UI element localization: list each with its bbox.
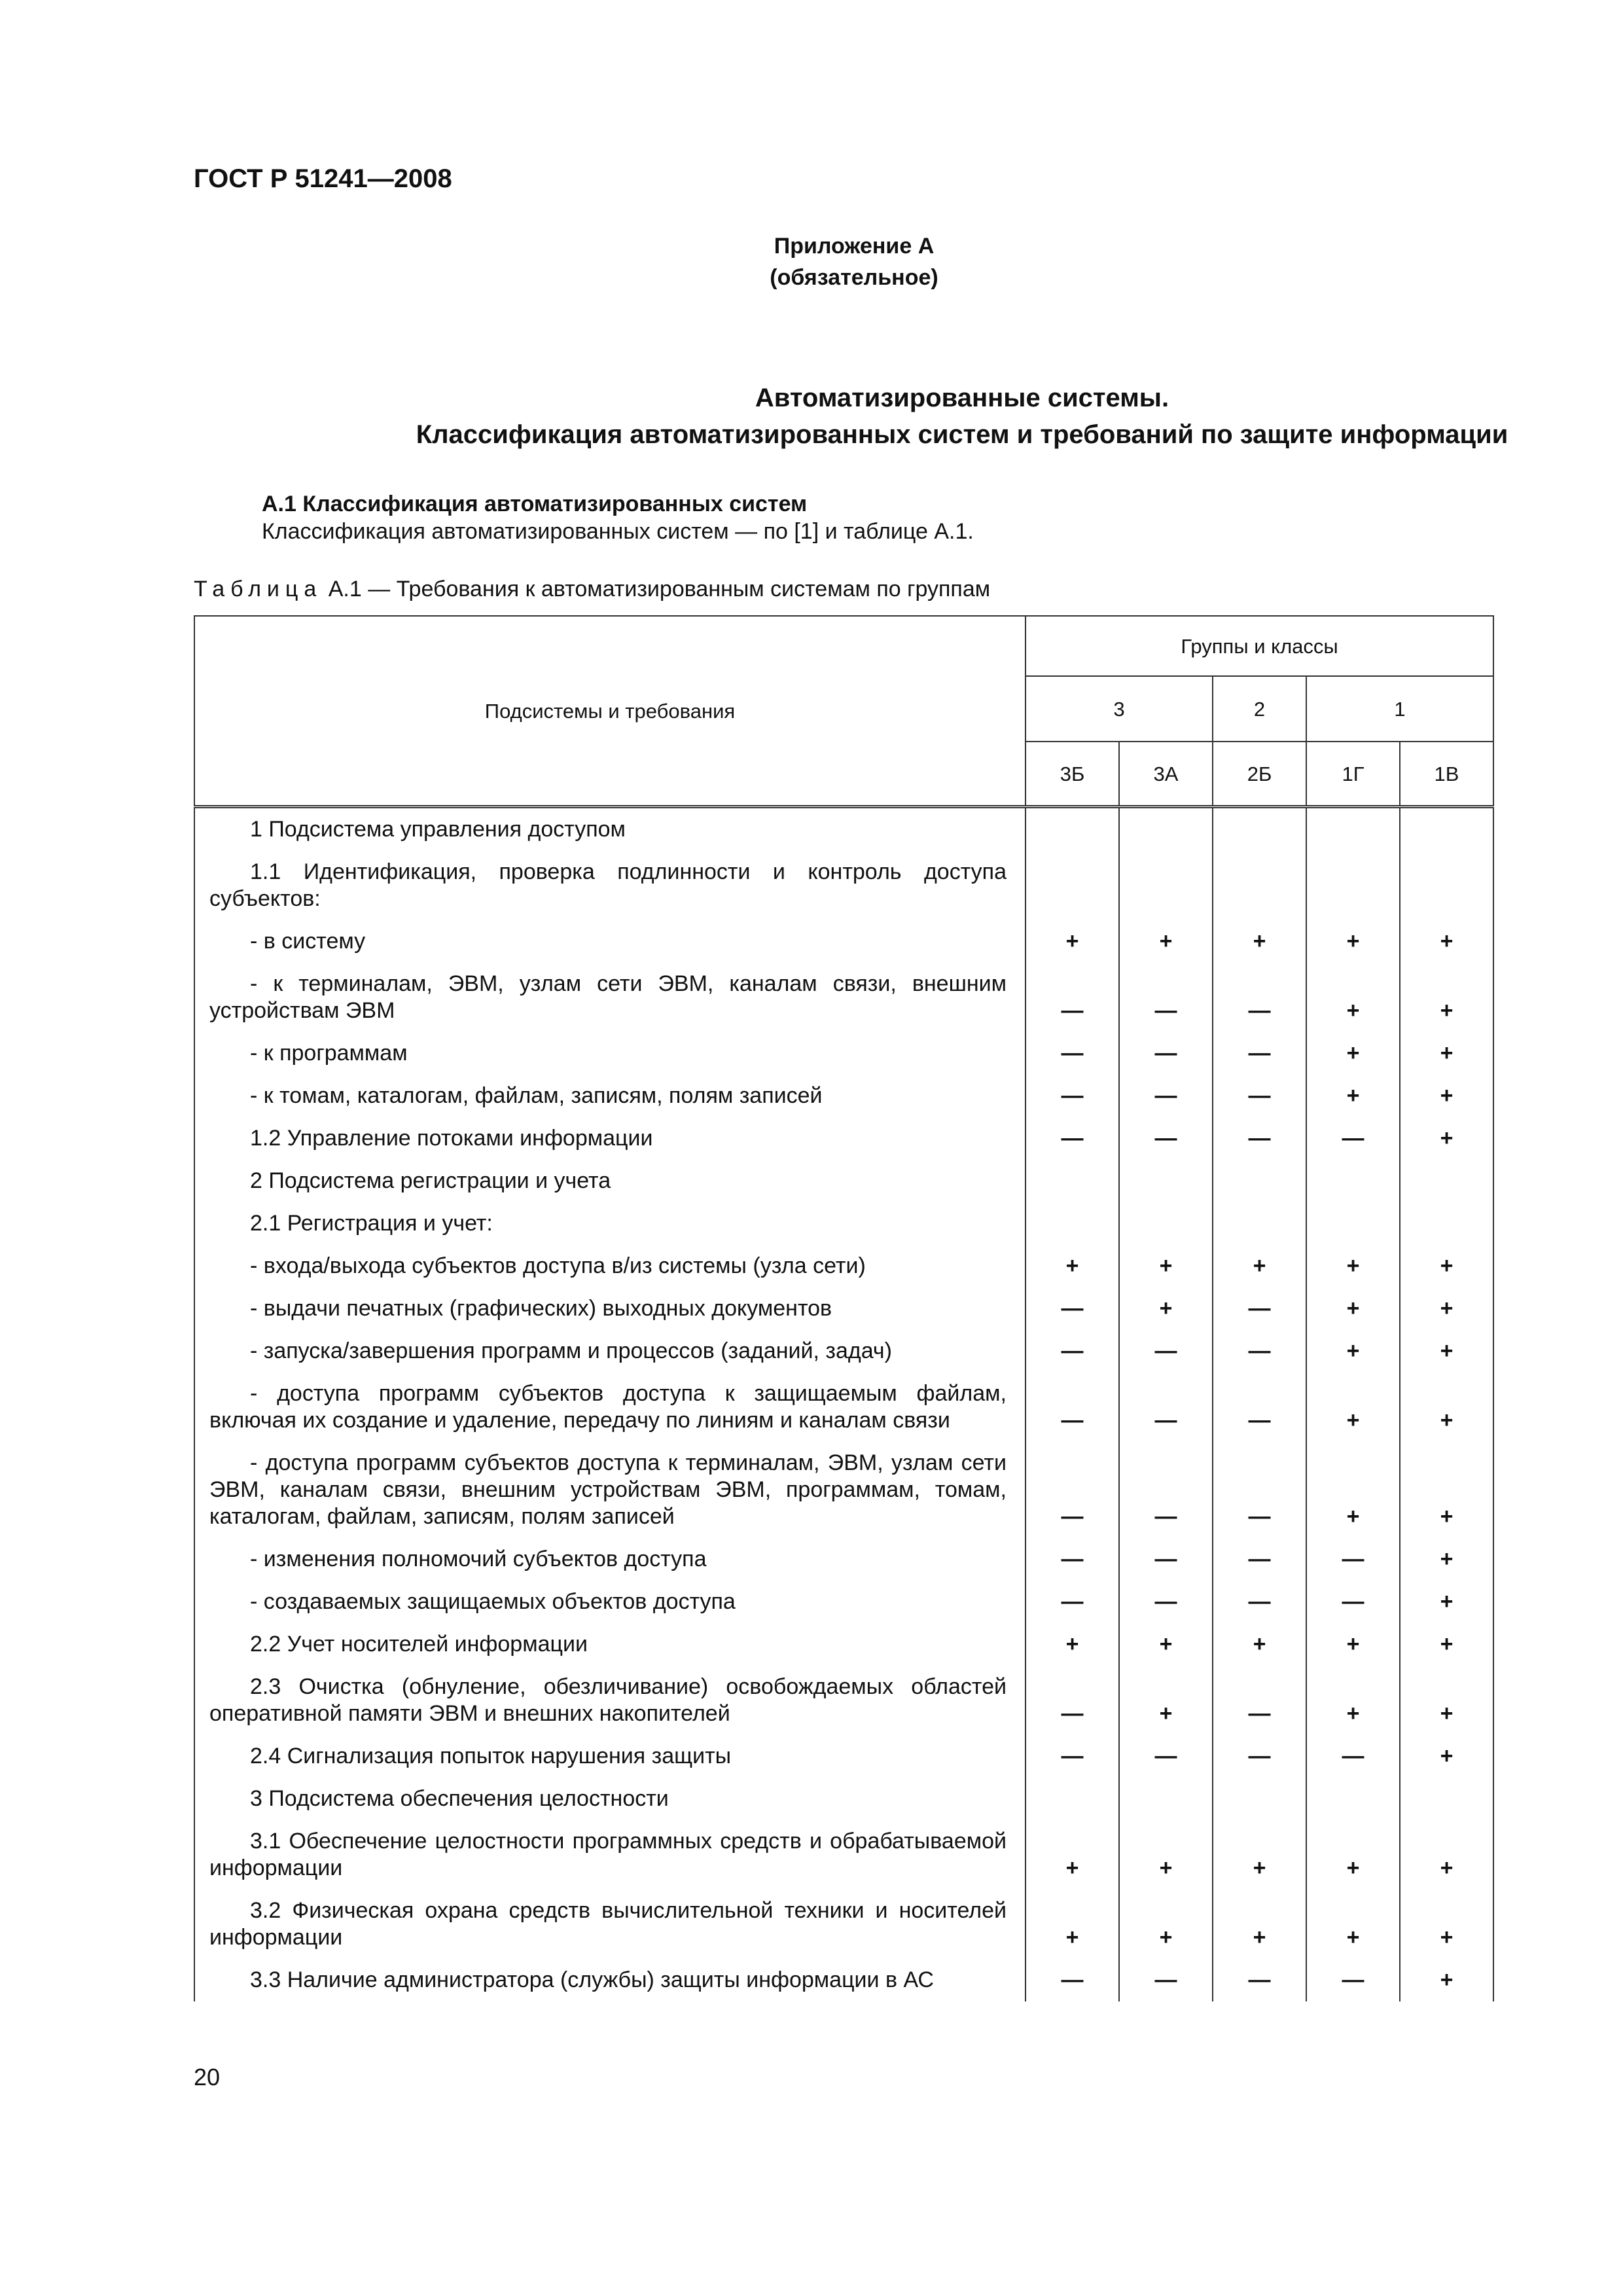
requirement-value-2b (1213, 1778, 1306, 1820)
requirement-value-1v (1400, 1778, 1493, 1820)
requirement-value-3b (1026, 851, 1119, 920)
requirement-cell (194, 963, 1026, 1032)
requirement-value-1v: + (1400, 1075, 1493, 1117)
requirement-value-3a: + (1119, 1820, 1213, 1890)
requirement-value-2b: — (1213, 1735, 1306, 1778)
requirement-value-1g: + (1306, 1245, 1400, 1287)
requirement-value-1g: + (1306, 1623, 1400, 1666)
requirement-text: 2.1 Регистрация и учет: (250, 1211, 493, 1236)
requirement-cell (194, 1032, 1026, 1075)
table-row (194, 1778, 1493, 1820)
requirement-cell (194, 920, 1026, 963)
requirement-value-2b (1213, 851, 1306, 920)
requirement-value-1g: + (1306, 1075, 1400, 1117)
table-body (194, 807, 1493, 2002)
main-title-line-2: Классификация автоматизированных систем и требований по защите информации (416, 420, 1508, 449)
requirement-value-1v (1400, 851, 1493, 920)
table-row (194, 1735, 1493, 1778)
requirement-value-3a: — (1119, 1117, 1213, 1160)
requirement-cell (194, 851, 1026, 920)
requirements-table (194, 615, 1494, 2001)
requirement-text: 2 Подсистема регистрации и учета (250, 1168, 611, 1193)
requirement-text: - создаваемых защищаемых объектов доступа (250, 1589, 736, 1614)
table-row (194, 851, 1493, 920)
appendix-title: Приложение А (774, 234, 935, 259)
requirement-value-2b (1213, 1160, 1306, 1202)
table-row (194, 1117, 1493, 1160)
requirement-value-3b: — (1026, 1075, 1119, 1117)
requirement-text: - запуска/завершения программ и процессов (заданий, задач) (250, 1338, 892, 1363)
requirement-value-2b: — (1213, 1075, 1306, 1117)
requirement-value-1g: + (1306, 1330, 1400, 1372)
requirement-value-3a (1119, 807, 1213, 852)
header-group-2: 2 (1213, 676, 1306, 742)
requirement-value-2b: — (1213, 1372, 1306, 1442)
requirement-value-2b: — (1213, 963, 1306, 1032)
requirement-value-3a (1119, 851, 1213, 920)
requirement-value-1g: + (1306, 1032, 1400, 1075)
requirement-value-3b: — (1026, 1959, 1119, 2001)
table-row (194, 1581, 1493, 1623)
requirement-value-1v: + (1400, 1245, 1493, 1287)
table-row (194, 963, 1493, 1032)
requirement-cell (194, 1623, 1026, 1666)
requirement-cell (194, 1890, 1026, 1959)
header-class-3b: 3Б (1026, 742, 1119, 807)
requirement-value-3a: — (1119, 1075, 1213, 1117)
requirement-value-1v: + (1400, 920, 1493, 963)
requirement-value-3b: + (1026, 1820, 1119, 1890)
requirement-value-3a: — (1119, 1735, 1213, 1778)
requirement-cell (194, 1330, 1026, 1372)
requirement-cell (194, 1778, 1026, 1820)
requirement-text: 3 Подсистема обеспечения целостности (250, 1786, 669, 1811)
requirement-value-1v: + (1400, 1623, 1493, 1666)
requirement-value-2b: — (1213, 1666, 1306, 1735)
requirement-cell (194, 1581, 1026, 1623)
requirement-value-1g: — (1306, 1581, 1400, 1623)
requirement-value-3b: — (1026, 1032, 1119, 1075)
requirement-value-3b (1026, 1778, 1119, 1820)
requirement-value-3a: — (1119, 963, 1213, 1032)
requirement-value-2b: — (1213, 1538, 1306, 1581)
requirement-value-2b: + (1213, 920, 1306, 963)
document-code: ГОСТ Р 51241—2008 (194, 164, 452, 193)
requirement-value-1g (1306, 1160, 1400, 1202)
table-row (194, 807, 1493, 852)
header-class-3a: 3А (1119, 742, 1213, 807)
requirement-value-1g: + (1306, 1442, 1400, 1538)
requirement-cell (194, 1245, 1026, 1287)
page-number: 20 (194, 2064, 221, 2090)
requirement-text: - к терминалам, ЭВМ, узлам сети ЭВМ, каналам связи, внешним устройствам ЭВМ (209, 971, 1007, 1023)
requirement-value-3a (1119, 1160, 1213, 1202)
requirement-value-1g (1306, 851, 1400, 920)
requirement-value-3a: — (1119, 1442, 1213, 1538)
requirement-text: - доступа программ субъектов доступа к терминалам, ЭВМ, узлам сети ЭВМ, каналам связи, внешним устройствам ЭВМ, программам, томам, каталогам, файлам, записям, полям записей (209, 1450, 1007, 1529)
requirement-value-3a: + (1119, 1623, 1213, 1666)
requirement-cell (194, 807, 1026, 852)
requirement-value-1g (1306, 1202, 1400, 1245)
table-row (194, 920, 1493, 963)
table-caption (194, 575, 990, 603)
requirement-value-3b: + (1026, 1890, 1119, 1959)
requirement-value-1g: + (1306, 1890, 1400, 1959)
requirement-value-1v: + (1400, 1287, 1493, 1330)
requirement-cell (194, 1959, 1026, 2001)
requirement-value-3a: — (1119, 1581, 1213, 1623)
table-caption-label: Таблица (194, 577, 323, 601)
main-title (196, 380, 1623, 453)
table-caption-text: А.1 — Требования к автоматизированным системам по группам (322, 577, 991, 601)
requirement-value-3a: + (1119, 1666, 1213, 1735)
requirement-value-1g: — (1306, 1538, 1400, 1581)
header-class-1g: 1Г (1306, 742, 1400, 807)
requirement-value-2b: — (1213, 1442, 1306, 1538)
requirement-value-2b: — (1213, 1959, 1306, 2001)
requirement-value-3a: — (1119, 1032, 1213, 1075)
requirement-value-3b: — (1026, 1330, 1119, 1372)
requirement-value-3a: — (1119, 1538, 1213, 1581)
requirement-value-3a: — (1119, 1330, 1213, 1372)
requirement-text: - изменения полномочий субъектов доступа (250, 1547, 707, 1571)
requirement-value-2b: — (1213, 1117, 1306, 1160)
requirement-value-1g: — (1306, 1959, 1400, 2001)
requirement-cell (194, 1117, 1026, 1160)
requirement-value-3b: — (1026, 1581, 1119, 1623)
requirement-text: - к томам, каталогам, файлам, записям, полям записей (250, 1083, 823, 1108)
requirement-value-2b: + (1213, 1890, 1306, 1959)
table-row (194, 1245, 1493, 1287)
table-row (194, 1330, 1493, 1372)
requirement-cell (194, 1202, 1026, 1245)
requirement-text: 2.4 Сигнализация попыток нарушения защиты (250, 1744, 732, 1768)
requirement-value-3b (1026, 1202, 1119, 1245)
requirement-value-2b (1213, 1202, 1306, 1245)
requirement-value-1v: + (1400, 1538, 1493, 1581)
requirement-value-1v (1400, 807, 1493, 852)
requirement-value-3b (1026, 807, 1119, 852)
requirement-value-1v: + (1400, 1959, 1493, 2001)
requirement-text: 1.1 Идентификация, проверка подлинности и контроль доступа субъектов: (209, 859, 1007, 911)
requirement-value-3b: — (1026, 1372, 1119, 1442)
table-row (194, 1032, 1493, 1075)
header-requirements: Подсистемы и требования (194, 616, 1026, 807)
requirement-cell (194, 1735, 1026, 1778)
requirement-value-3b: — (1026, 963, 1119, 1032)
requirement-value-2b: + (1213, 1623, 1306, 1666)
requirement-text: - выдачи печатных (графических) выходных документов (250, 1296, 832, 1321)
appendix-heading (654, 230, 1054, 293)
requirement-value-1v (1400, 1202, 1493, 1245)
requirement-cell (194, 1442, 1026, 1538)
table-row (194, 1372, 1493, 1442)
requirement-value-2b: + (1213, 1245, 1306, 1287)
table-row (194, 1623, 1493, 1666)
requirement-value-2b: — (1213, 1287, 1306, 1330)
header-group-3: 3 (1026, 676, 1213, 742)
requirement-value-1g: + (1306, 1287, 1400, 1330)
requirement-value-1g: — (1306, 1735, 1400, 1778)
requirement-value-1v: + (1400, 963, 1493, 1032)
requirement-value-2b (1213, 807, 1306, 852)
requirement-value-3b: — (1026, 1666, 1119, 1735)
table-header (194, 616, 1493, 807)
requirement-value-2b: — (1213, 1330, 1306, 1372)
requirement-value-3b (1026, 1160, 1119, 1202)
requirement-value-1g (1306, 1778, 1400, 1820)
requirement-value-3b: — (1026, 1735, 1119, 1778)
header-class-1v: 1В (1400, 742, 1493, 807)
requirement-value-1g: + (1306, 963, 1400, 1032)
requirement-value-3b: — (1026, 1287, 1119, 1330)
header-group-1: 1 (1306, 676, 1493, 742)
requirement-value-1g: + (1306, 1372, 1400, 1442)
requirement-cell (194, 1538, 1026, 1581)
table-row (194, 1442, 1493, 1538)
requirement-cell (194, 1820, 1026, 1890)
header-groups-classes: Группы и классы (1026, 616, 1493, 676)
requirement-cell (194, 1287, 1026, 1330)
requirement-value-1g: — (1306, 1117, 1400, 1160)
main-title-line-1: Автоматизированные системы. (755, 384, 1169, 412)
requirement-text: - к программам (250, 1041, 408, 1066)
requirement-value-3b: + (1026, 920, 1119, 963)
requirement-value-3b: + (1026, 1623, 1119, 1666)
table-row (194, 1820, 1493, 1890)
requirement-text: 3.3 Наличие администратора (службы) защиты информации в АС (250, 1967, 934, 1992)
table-row (194, 1890, 1493, 1959)
requirements-table-wrapper (194, 615, 1493, 2037)
requirement-value-1v: + (1400, 1117, 1493, 1160)
requirement-value-3a (1119, 1778, 1213, 1820)
requirement-cell (194, 1372, 1026, 1442)
requirement-value-3b: + (1026, 1245, 1119, 1287)
requirement-value-3a: + (1119, 920, 1213, 963)
requirement-value-1g: + (1306, 1820, 1400, 1890)
section-heading: А.1 Классификация автоматизированных систем (262, 492, 808, 516)
requirement-cell (194, 1160, 1026, 1202)
requirement-text: 3.2 Физическая охрана средств вычислительной техники и носителей информации (209, 1898, 1007, 1950)
requirement-text: 1.2 Управление потоками информации (250, 1126, 653, 1151)
table-row (194, 1287, 1493, 1330)
requirement-value-1v: + (1400, 1032, 1493, 1075)
requirement-text: - входа/выхода субъектов доступа в/из системы (узла сети) (250, 1253, 866, 1278)
requirement-text: - в систему (250, 929, 366, 954)
requirement-value-3a: — (1119, 1372, 1213, 1442)
requirement-value-1v (1400, 1160, 1493, 1202)
table-row (194, 1075, 1493, 1117)
requirement-value-2b: + (1213, 1820, 1306, 1890)
table-row (194, 1160, 1493, 1202)
requirement-value-1v: + (1400, 1372, 1493, 1442)
table-row (194, 1538, 1493, 1581)
requirement-text: 1 Подсистема управления доступом (250, 817, 626, 842)
section-text: Классификация автоматизированных систем — по [1] и таблице А.1. (262, 519, 974, 544)
requirement-text: 2.3 Очистка (обнуление, обезличивание) освобождаемых областей оперативной памяти ЭВМ и внешних накопителей (209, 1674, 1007, 1726)
requirement-value-3b: — (1026, 1442, 1119, 1538)
requirement-cell (194, 1075, 1026, 1117)
requirement-value-3a: + (1119, 1890, 1213, 1959)
requirement-cell (194, 1666, 1026, 1735)
requirement-value-1g: + (1306, 1666, 1400, 1735)
table-row (194, 1959, 1493, 2001)
requirement-value-3b: — (1026, 1117, 1119, 1160)
requirement-value-1v: + (1400, 1820, 1493, 1890)
requirement-text: - доступа программ субъектов доступа к защищаемым файлам, включая их создание и удаление, передачу по линиям и каналам связи (209, 1381, 1007, 1433)
table-row (194, 1666, 1493, 1735)
requirement-value-2b: — (1213, 1581, 1306, 1623)
requirement-value-1g (1306, 807, 1400, 852)
requirement-value-3a: + (1119, 1287, 1213, 1330)
requirement-text: 3.1 Обеспечение целостности программных средств и обрабатываемой информации (209, 1829, 1007, 1880)
requirement-value-1v: + (1400, 1666, 1493, 1735)
requirement-value-1v: + (1400, 1330, 1493, 1372)
requirement-value-3a: + (1119, 1245, 1213, 1287)
requirement-text: 2.2 Учет носителей информации (250, 1632, 588, 1657)
requirement-value-1v: + (1400, 1581, 1493, 1623)
requirement-value-1v: + (1400, 1442, 1493, 1538)
requirement-value-1g: + (1306, 920, 1400, 963)
requirement-value-1v: + (1400, 1735, 1493, 1778)
table-row (194, 1202, 1493, 1245)
header-class-2b: 2Б (1213, 742, 1306, 807)
requirement-value-3a (1119, 1202, 1213, 1245)
requirement-value-1v: + (1400, 1890, 1493, 1959)
requirement-value-2b: — (1213, 1032, 1306, 1075)
appendix-status: (обязательное) (770, 265, 938, 290)
requirement-value-3b: — (1026, 1538, 1119, 1581)
requirement-value-3a: — (1119, 1959, 1213, 2001)
